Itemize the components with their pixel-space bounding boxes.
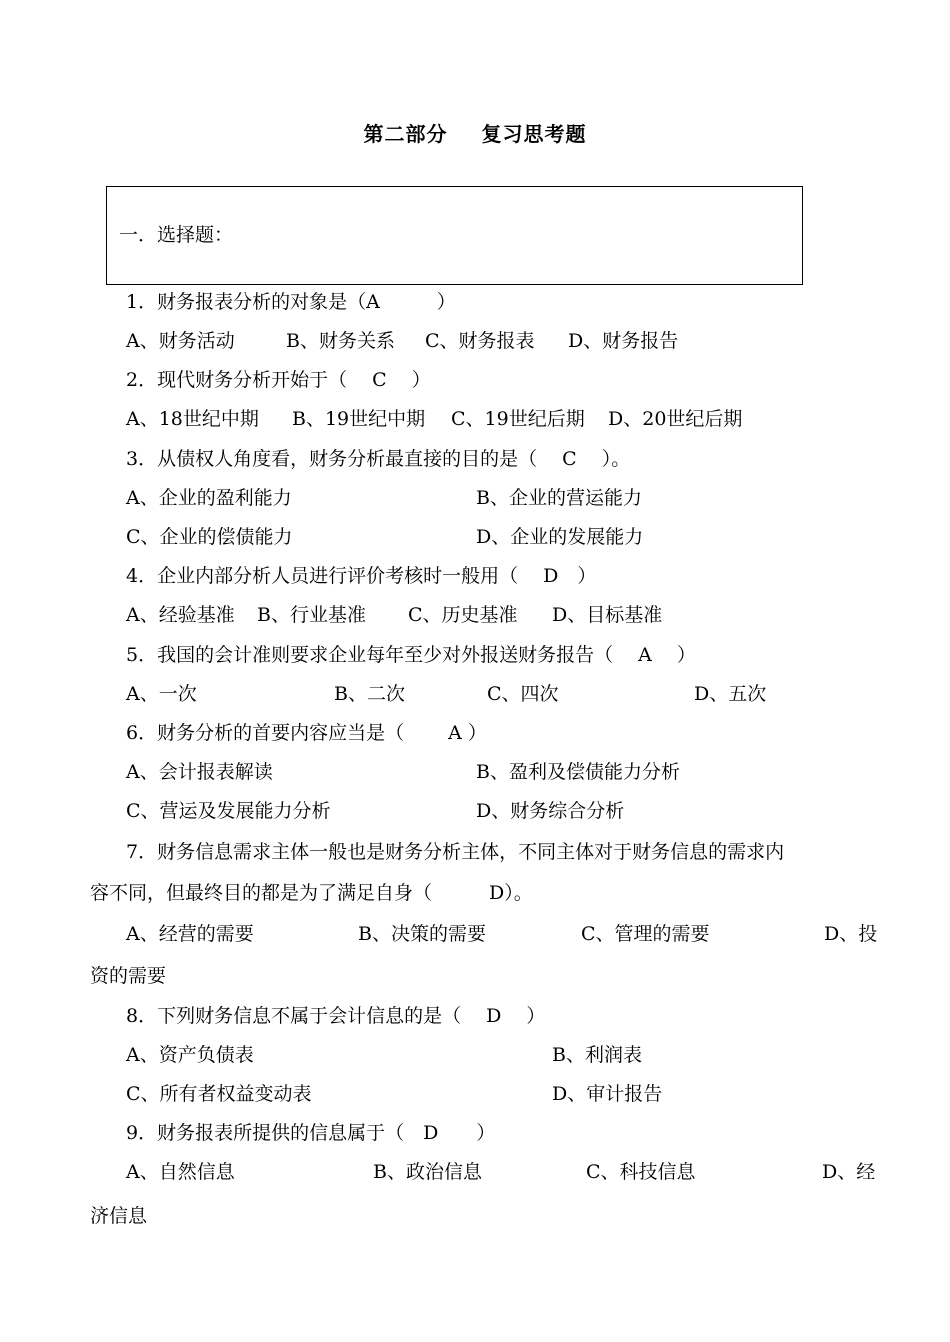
question-5-stem: 5．我国的会计准则要求企业每年至少对外报送财务报告（ A ）	[126, 644, 696, 666]
q6-option-a: A、会计报表解读	[126, 761, 273, 783]
q5-option-a: A、一次	[126, 683, 197, 705]
title-name: 复习思考题	[481, 122, 587, 146]
page-title	[0, 118, 950, 147]
q7-option-c: C、管理的需要	[581, 923, 710, 945]
q2-option-c: C、19世纪后期	[451, 408, 585, 430]
q7-option-d: D、投	[824, 923, 878, 945]
q5-option-c: C、四次	[487, 683, 559, 705]
q1-option-a: A、财务活动	[126, 330, 235, 352]
question-9-stem: 9．财务报表所提供的信息属于（ D ）	[126, 1122, 496, 1144]
question-1-stem: 1．财务报表分析的对象是（A ）	[126, 291, 456, 313]
question-7-stem-line-1: 7．财务信息需求主体一般也是财务分析主体，不同主体对于财务信息的需求内	[126, 841, 785, 863]
q1-option-d: D、财务报告	[568, 330, 679, 352]
q9-option-c: C、科技信息	[586, 1161, 696, 1183]
question-6-stem: 6．财务分析的首要内容应当是（ A ）	[126, 722, 487, 744]
q4-option-a: A、经验基准	[126, 604, 235, 626]
q1-option-c: C、财务报表	[425, 330, 535, 352]
section-heading: 一．选择题：	[119, 224, 234, 246]
q8-option-a: A、资产负债表	[126, 1044, 254, 1066]
q5-option-d: D、五次	[694, 683, 767, 705]
q4-option-c: C、历史基准	[408, 604, 518, 626]
q4-option-d: D、目标基准	[552, 604, 663, 626]
q3-option-b: B、企业的营运能力	[476, 487, 642, 509]
question-8-stem: 8．下列财务信息不属于会计信息的是（ D ）	[126, 1005, 546, 1027]
q3-option-a: A、企业的盈利能力	[126, 487, 292, 509]
q4-option-b: B、行业基准	[257, 604, 366, 626]
q3-option-d: D、企业的发展能力	[476, 526, 644, 548]
q3-option-c: C、企业的偿债能力	[126, 526, 293, 548]
q8-option-d: D、审计报告	[552, 1083, 663, 1105]
q5-option-b: B、二次	[334, 683, 405, 705]
question-4-stem: 4．企业内部分析人员进行评价考核时一般用（ D ）	[126, 565, 597, 587]
q7-option-d-continued: 资的需要	[90, 965, 167, 987]
q2-option-d: D、20世纪后期	[608, 408, 743, 430]
q7-option-b: B、决策的需要	[358, 923, 486, 945]
q2-option-a: A、18世纪中期	[126, 408, 259, 430]
q8-option-c: C、所有者权益变动表	[126, 1083, 312, 1105]
question-2-stem: 2．现代财务分析开始于（ C ）	[126, 369, 431, 391]
q6-option-b: B、盈利及偿债能力分析	[476, 761, 680, 783]
question-7-stem-line-2: 容不同，但最终目的都是为了满足自身（ D）。	[90, 882, 533, 904]
question-3-stem: 3．从债权人角度看，财务分析最直接的目的是（ C ）。	[126, 448, 631, 470]
q6-option-c: C、营运及发展能力分析	[126, 800, 331, 822]
q1-option-b: B、财务关系	[286, 330, 395, 352]
q9-option-d: D、经	[822, 1161, 876, 1183]
q9-option-a: A、自然信息	[126, 1161, 235, 1183]
q2-option-b: B、19世纪中期	[292, 408, 426, 430]
title-part: 第二部分	[363, 122, 448, 146]
q6-option-d: D、财务综合分析	[476, 800, 625, 822]
section-heading-box	[106, 186, 803, 285]
q9-option-d-continued: 济信息	[90, 1205, 148, 1227]
q8-option-b: B、利润表	[552, 1044, 642, 1066]
q7-option-a: A、经营的需要	[126, 923, 254, 945]
q9-option-b: B、政治信息	[373, 1161, 482, 1183]
